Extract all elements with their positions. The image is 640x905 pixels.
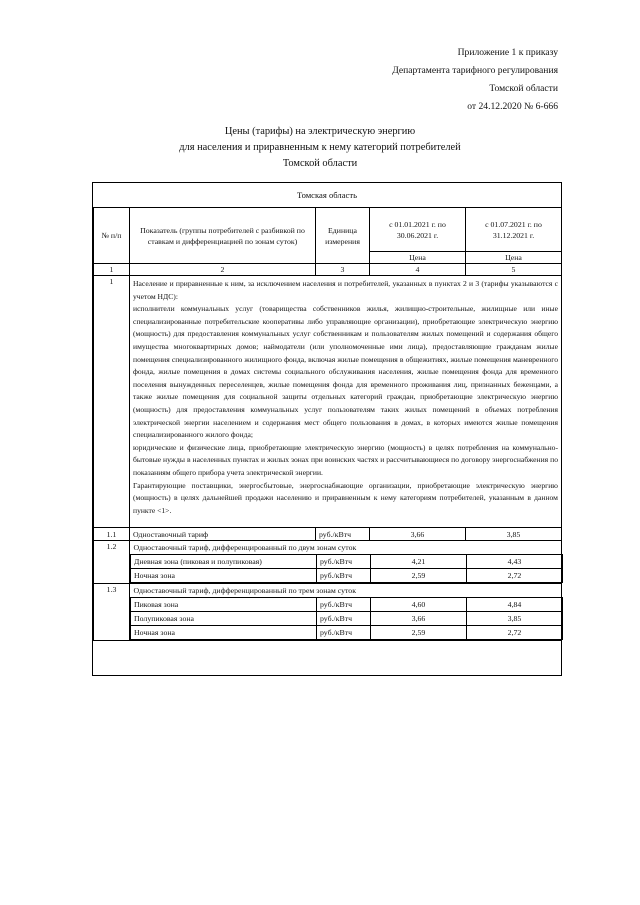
row-1-2 — [94, 541, 562, 584]
zone-unit: руб./кВтч — [317, 569, 371, 583]
row-1-3-zones — [130, 584, 563, 640]
tariff-table — [93, 207, 562, 641]
row-1-1-label: Одноставочный тариф — [130, 528, 316, 541]
header-row — [94, 208, 562, 252]
header-num: № п/п — [94, 208, 130, 264]
row-1-2-num: 1.2 — [94, 541, 130, 584]
zone-price-1: 4,21 — [371, 555, 467, 569]
zone-label: Полупиковая зона — [131, 612, 317, 626]
zone-price-1: 2,59 — [371, 626, 467, 640]
header-line-date: от 24.12.2020 № 6-666 — [467, 101, 558, 112]
zone-row — [131, 626, 563, 640]
header-unit: Единица измерения — [316, 208, 370, 264]
order-header — [392, 44, 558, 116]
title-line-3: Томской области — [282, 158, 358, 169]
title-line-1: Цены (тарифы) на электрическую энергию — [224, 126, 416, 137]
row-1-2-label: Одноставочный тариф, дифференцированный по двум зонам суток — [131, 541, 563, 555]
section-1-paragraph-2: исполнители коммунальных услуг (товарищества собственников жилья, жилищно-строительные, жилищные или иные специализированные потребительские кооперативы либо управляющие организации), приобретающие электрическую энергию (мощность) для предоставления коммунальных услуг собственникам и пользователям жилых помещений и содержания общего имущества многоквартирных домов; наймодатели (или уполномоченные ими лица), предоставляющие гражданам жилые помещения специализированного жилищного фонда, включая жилые помещения в общежитиях, жилые помещения маневренного фонда, жилые помещения в домах системы социального обслуживания населения, жилые помещения фонда для временного поселения вынужденных переселенцев, жилые помещения фонда для временного проживания лиц, признанных беженцами, а также жилые помещения для социальной защиты отдельных категорий граждан, приобретающие электрическую энергию (мощность) для предоставления коммунальных услуг пользователям таких жилых помещений в объемах потребления электрической энергии населением и содержания мест общего пользования в домах, в которых имеются жилые помещения специализированного жилого фонда; — [133, 304, 558, 440]
row-1-2-body — [130, 541, 562, 584]
zone-row — [131, 569, 563, 583]
section-1-row — [94, 276, 562, 528]
row-1-3-label: Одноставочный тариф, дифференцированный по трем зонам суток — [131, 584, 563, 598]
document-title — [0, 124, 640, 172]
zone-unit: руб./кВтч — [317, 555, 371, 569]
region-caption: Томская область — [297, 190, 357, 200]
colnum-1: 1 — [94, 264, 130, 276]
zone-price-2: 4,43 — [467, 555, 563, 569]
section-1-paragraph-4: Гарантирующие поставщики, энергосбытовые, энергоснабжающие организации, приобретающие электрическую энергию (мощность) в целях дальнейшей продажи населению и приравненным к нему категориям потребителей, указанным в данном пункте <1>. — [133, 480, 558, 515]
zone-price-2: 4,84 — [467, 598, 563, 612]
row-1-2-zones — [130, 541, 563, 583]
row-1-1 — [94, 528, 562, 541]
header-period-1: с 01.01.2021 г. по 30.06.2021 г. — [370, 208, 466, 252]
section-1-description — [130, 276, 562, 528]
zone-unit: руб./кВтч — [317, 626, 371, 640]
header-line-appendix: Приложение 1 к приказу — [457, 47, 558, 58]
colnum-4: 4 — [370, 264, 466, 276]
zone-price-2: 3,85 — [467, 612, 563, 626]
zone-price-1: 2,59 — [371, 569, 467, 583]
zone-row — [131, 612, 563, 626]
zone-price-1: 3,66 — [371, 612, 467, 626]
header-line-department: Департамента тарифного регулирования — [392, 65, 558, 76]
row-1-1-price-2: 3,85 — [466, 528, 562, 541]
zone-price-2: 2,72 — [467, 569, 563, 583]
zone-label: Ночная зона — [131, 569, 317, 583]
column-number-row — [94, 264, 562, 276]
row-1-1-price-1: 3,66 — [370, 528, 466, 541]
zone-label: Дневная зона (пиковая и полупиковая) — [131, 555, 317, 569]
colnum-5: 5 — [466, 264, 562, 276]
section-1-num: 1 — [94, 276, 130, 528]
header-indicator: Показатель (группы потребителей с разбивкой по ставкам и дифференциацией по зонам суток) — [130, 208, 316, 264]
tariff-table-frame — [92, 182, 562, 676]
row-1-3-num: 1.3 — [94, 584, 130, 641]
zone-label: Пиковая зона — [131, 598, 317, 612]
header-price-1: Цена — [370, 252, 466, 264]
zone-row — [131, 555, 563, 569]
zone-row — [131, 598, 563, 612]
colnum-2: 2 — [130, 264, 316, 276]
header-price-2: Цена — [466, 252, 562, 264]
zone-unit: руб./кВтч — [317, 612, 371, 626]
title-line-2: для населения и приравненным к нему категорий потребителей — [179, 142, 461, 153]
row-1-1-num: 1.1 — [94, 528, 130, 541]
section-1-paragraph-1: Население и приравненные к ним, за исключением населения и потребителей, указанных в пунктах 2 и 3 (тарифы указываются с учетом НДС): — [133, 279, 558, 301]
zone-price-1: 4,60 — [371, 598, 467, 612]
header-period-2: с 01.07.2021 г. по 31.12.2021 г. — [466, 208, 562, 252]
colnum-3: 3 — [316, 264, 370, 276]
row-1-1-unit: руб./кВтч — [316, 528, 370, 541]
header-line-region: Томской области — [489, 83, 558, 94]
row-1-3 — [94, 584, 562, 641]
row-1-3-body — [130, 584, 562, 641]
zone-price-2: 2,72 — [467, 626, 563, 640]
section-1-paragraph-3: юридические и физические лица, приобретающие электрическую энергию (мощность) в целях потребления на коммунально-бытовые нужды в населенных пунктах и жилых зонах при воинских частях и рассчитывающиеся по договору энергоснабжения по показаниям общего прибора учета электрической энергии. — [133, 442, 558, 477]
zone-label: Ночная зона — [131, 626, 317, 640]
zone-unit: руб./кВтч — [317, 598, 371, 612]
